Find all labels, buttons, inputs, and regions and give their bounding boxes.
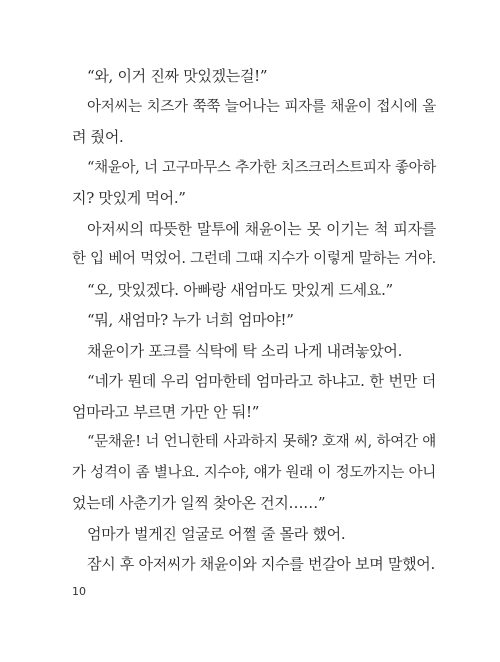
text-line: “채윤아, 너 고구마무스 추가한 치즈크러스트피자 좋아하 [87, 159, 436, 176]
text-line: 아저씨는 치즈가 쭉쭉 늘어나는 피자를 채윤이 접시에 올 [87, 98, 436, 115]
text-line: 한 입 베어 먹었어. 그런데 그때 지수가 이렇게 말하는 거야. [72, 251, 436, 267]
text-line: 가 성격이 좀 별나요. 지수야, 얘가 원래 이 정도까지는 아니 [72, 464, 436, 481]
page-number: 10 [72, 585, 86, 598]
text-line: “네가 뭔데 우리 엄마한테 엄마라고 하냐고. 한 번만 더 [87, 372, 436, 390]
text-line: 지? 맛있게 먹어.” [72, 189, 186, 207]
text-line: 엄마가 벌게진 얼굴로 어쩔 줄 몰라 했어. [87, 524, 346, 543]
body-text [72, 61, 436, 580]
text-line: 아저씨의 따뜻한 말투에 채윤이는 못 이기는 척 피자를 [87, 219, 436, 238]
text-line: 잠시 후 아저씨가 채윤이와 지수를 번갈아 보며 말했어. [87, 555, 435, 573]
text-line: 채윤이가 포크를 식탁에 탁 소리 나게 내려놓았어. [87, 341, 403, 360]
text-line: “오, 맛있겠다. 아빠랑 새엄마도 맛있게 드세요.” [87, 280, 393, 299]
text-line: 엄마라고 부르면 가만 안 둬!” [72, 402, 260, 421]
text-line: “문채윤! 너 언니한테 사과하지 못해? 호재 씨, 하여간 얘 [87, 434, 436, 450]
text-line: “와, 이거 진짜 맛있겠는걸!” [87, 67, 268, 85]
text-line: 었는데 사춘기가 일찍 찾아온 건지……” [72, 494, 326, 512]
text-line: “뭐, 새엄마? 누가 너희 엄마야!” [87, 311, 294, 329]
text-line: 려 줬어. [72, 128, 124, 146]
